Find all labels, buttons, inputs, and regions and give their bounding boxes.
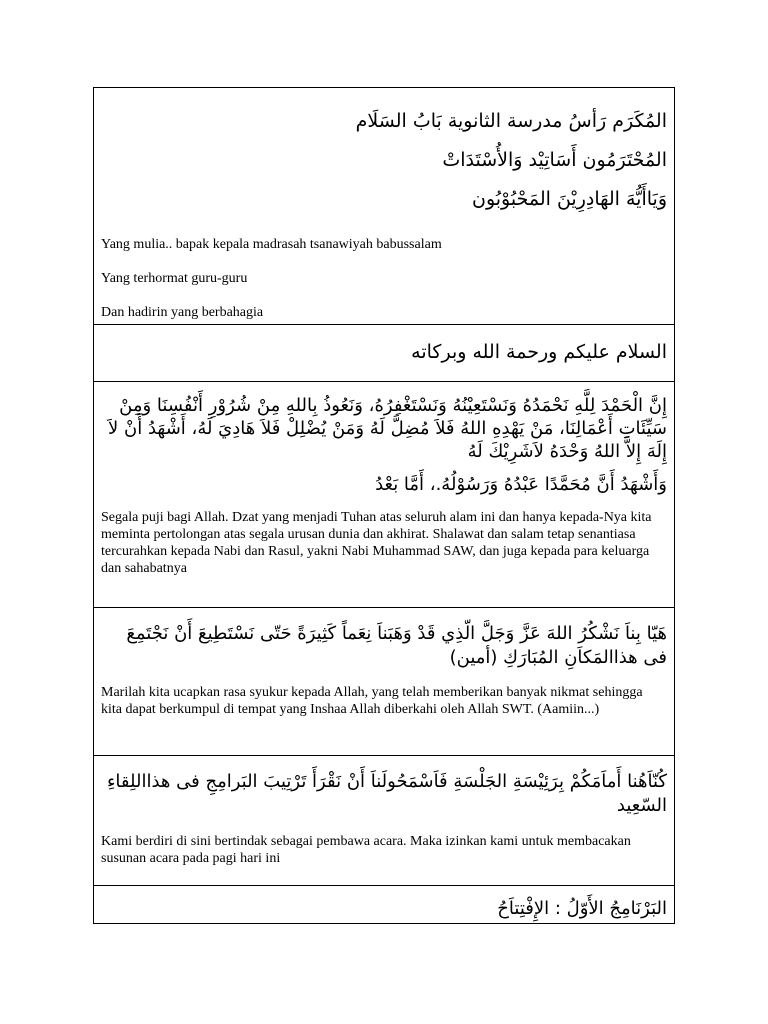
hamdalah-arabic-block: إِنَّ الْحَمْدَ لِلَّهِ نَحْمَدُهُ وَنَسْتَعِيْنُهُ وَنَسْتَغْفِرُهُ، وَنَعُوذُ بِاللهِ مِنْ شُرُوْرِ أَنْفُسِنَا وَمِنْ سَيِّئَاتِ أَعْمَالِنَا، مَنْ يَهْدِهِ اللهُ فَلاَ مُضِلَّ لَهُ وَمَنْ يُضْلِلْ فَلاَ هَادِيَ لَهُ، أَشْهَدُ أَنْ لاَ إِلَهَ إِلاَّ اللهُ وَحْدَهُ لاَشَرِيْكَ لَهُ xyxy=(108,395,667,462)
document-table xyxy=(93,87,675,924)
mc-intro-cell xyxy=(94,756,674,886)
greeting-cell xyxy=(94,88,674,325)
greeting-translation-line-1: Yang mulia.. bapak kepala madrasah tsanawiyah babussalam xyxy=(101,237,442,252)
mc-intro-translation: Kami berdiri di sini bertindak sebagai pembawa acara. Maka izinkan kami untuk membacakan susunan acara pada pagi hari ini xyxy=(101,834,631,866)
salam-cell xyxy=(94,325,674,382)
greeting-translation-line-3: Dan hadirin yang berbahagia xyxy=(101,305,264,320)
hamdalah-translation: Segala puji bagi Allah. Dzat yang menjadi Tuhan atas seluruh alam ini dan hanya kepada-Nya kita meminta pertolongan atas segala urusan dunia dan akhirat. Shalawat dan salam tetap senantiasa tercurahkan kepada Nabi dan Rasul, yakni Nabi Muhammad SAW, dan juga kepada para keluarga dan sahabatnya xyxy=(101,510,652,576)
program-cell xyxy=(94,886,674,924)
greeting-arabic-line-2: المُحْتَرَمُون أَسَاتِيْد وَالأُسْتَدَاتْ xyxy=(442,149,667,171)
hamdalah-arabic-line: وَأَشْهَدُ أَنَّ مُحَمَّدًا عَبْدُهُ وَرَسُوْلُهُ.، أَمَّا بَعْدُ xyxy=(375,474,667,495)
program-first-item: البَرْنَامِجُ الأَوّلُ : الإِفْتِتاَحُ xyxy=(497,898,667,919)
greeting-arabic-line-3: وَيَاأَيُّهَ الهَادِرِيْنَ المَحْبُوْبُون xyxy=(471,188,667,210)
syukur-cell xyxy=(94,608,674,756)
hamdalah-cell xyxy=(94,382,674,608)
mc-intro-arabic: كُنّاَهُنا أَماَمَكُمْ بِرَئِيْسَةِ الجَلْسَةِ فَاَسْمَحُولَناَ أَنْ نَقْرَأَ تَرْتِيبَ البَرامِجِ فى هذااللِقاءِ السّعِيد xyxy=(106,771,667,816)
greeting-arabic-line-1: المُكَرَم رَأسُ مدرسة الثانوية بَابُ السَلَام xyxy=(355,110,667,132)
salam-arabic: السلام عليكم ورحمة الله وبركاته xyxy=(411,341,667,363)
syukur-arabic: هَيّا بِناَ نَشْكُرُ اللهَ عَزَّ وَجَلَّ الّذِي قَدْ وَهَبَناَ نِعَماً كَثِيرَةً حَتّى نَسْتَطِيعَ أَنْ نَجْتَمِعَ فى هذاالمَكاَنِ المُبَارَكِ (أمين) xyxy=(126,623,667,668)
syukur-translation: Marilah kita ucapkan rasa syukur kepada Allah, yang telah memberikan banyak nikmat sehingga kita dapat berkumpul di tempat yang Inshaa Allah diberkahi oleh Allah SWT. (Aamiin...) xyxy=(101,685,643,717)
greeting-translation-line-2: Yang terhormat guru-guru xyxy=(101,271,248,286)
